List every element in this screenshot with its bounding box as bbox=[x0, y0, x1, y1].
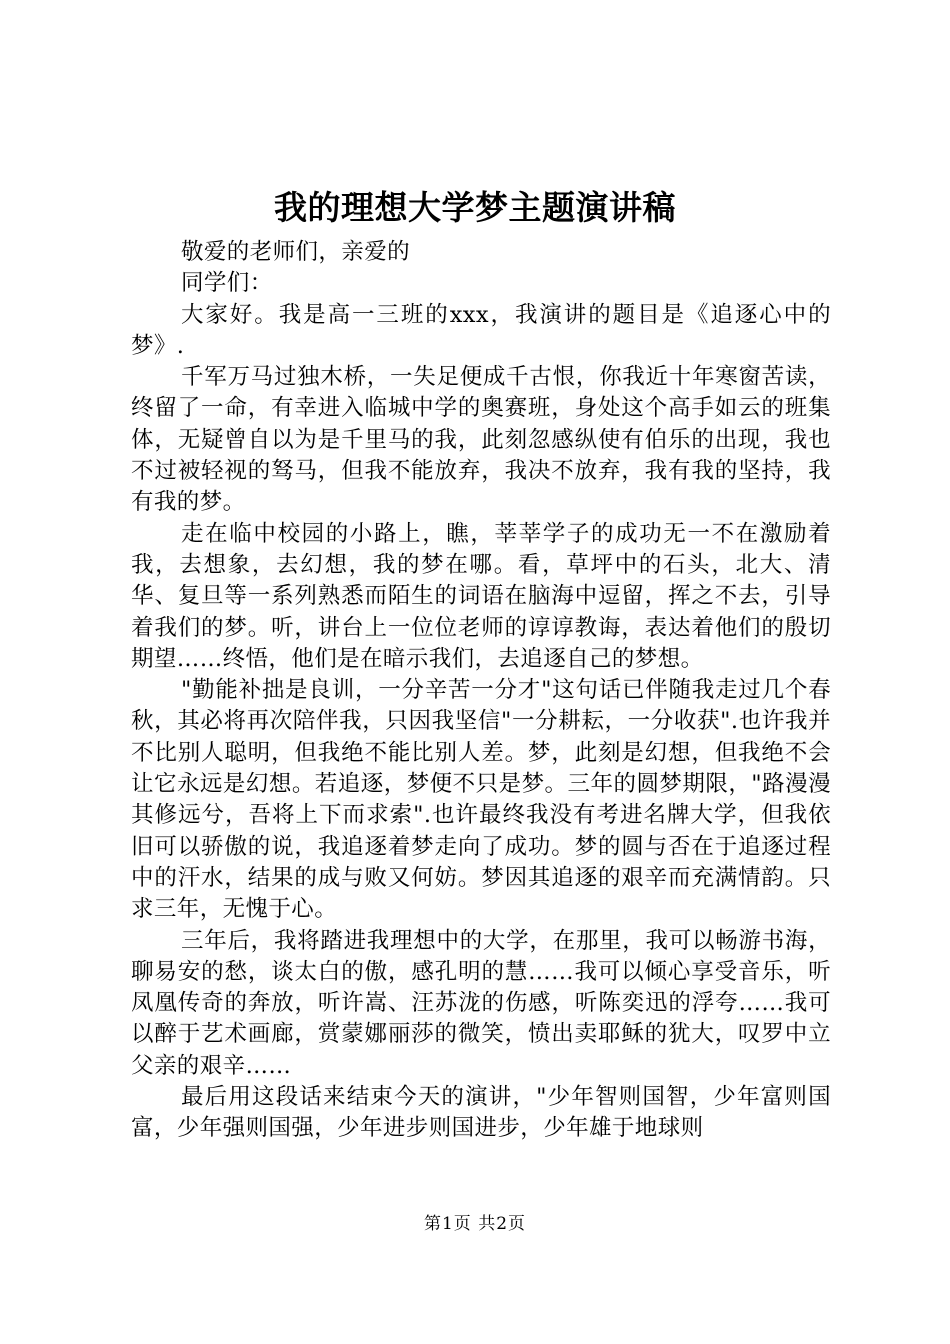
body-paragraph: 最后用这段话来结束今天的演讲，"少年智则国智，少年富则国富，少年强则国强，少年进步则国进步，少年雄于地球则 bbox=[131, 1084, 831, 1142]
body-paragraph: 大家好。我是高一三班的xxx，我演讲的题目是《追逐心中的梦》. bbox=[131, 301, 831, 359]
page-number-footer: 第1页 共2页 bbox=[423, 1214, 527, 1234]
body-paragraph: 三年后，我将踏进我理想中的大学，在那里，我可以畅游书海，聊易安的愁，谈太白的傲，感孔明的慧……我可以倾心享受音乐，听凤凰传奇的奔放，听许嵩、汪苏泷的伤感，听陈奕迅的浮夸……我可以醉于艺术画廊，赏蒙娜丽莎的微笑，愤出卖耶稣的犹大，叹罗中立父亲的艰辛…… bbox=[131, 927, 831, 1079]
body-paragraph: 千军万马过独木桥，一失足便成千古恨，你我近十年寒窗苦读，终留了一命，有幸进入临城中学的奥赛班，身处这个高手如云的班集体，无疑曾自以为是千里马的我，此刻忽感纵使有伯乐的出现，我也不过被轻视的驽马，但我不能放弃，我决不放弃，我有我的坚持，我有我的梦。 bbox=[131, 364, 831, 516]
body-paragraph: "勤能补拙是良训，一分辛苦一分才"这句话已伴随我走过几个春秋，其必将再次陪伴我，只因我坚信"一分耕耘，一分收获".也许我并不比别人聪明，但我绝不能比别人差。梦，此刻是幻想，但我绝不会让它永远是幻想。若追逐，梦便不只是梦。三年的圆梦期限，"路漫漫其修远兮，吾将上下而求索".也许最终我没有考进名牌大学，但我依旧可以骄傲的说，我追逐着梦走向了成功。梦的圆与否在于追逐过程中的汗水，结果的成与败又何妨。梦因其追逐的艰辛而充满情韵。只求三年，无愧于心。 bbox=[131, 677, 831, 923]
salutation-line: 同学们： bbox=[181, 270, 273, 297]
body-paragraph: 走在临中校园的小路上，瞧，莘莘学子的成功无一不在激励着我，去想象，去幻想，我的梦在哪。看，草坪中的石头，北大、清华、复旦等一系列熟悉而陌生的词语在脑海中逗留，挥之不去，引导着我们的梦。听，讲台上一位位老师的谆谆教诲，表达着他们的殷切期望……终悟，他们是在暗示我们，去追逐自己的梦想。 bbox=[131, 520, 831, 672]
document-body bbox=[131, 237, 831, 1145]
salutation-line: 敬爱的老师们，亲爱的 bbox=[181, 239, 411, 265]
page-title: 我的理想大学梦主题演讲稿 bbox=[274, 188, 676, 227]
